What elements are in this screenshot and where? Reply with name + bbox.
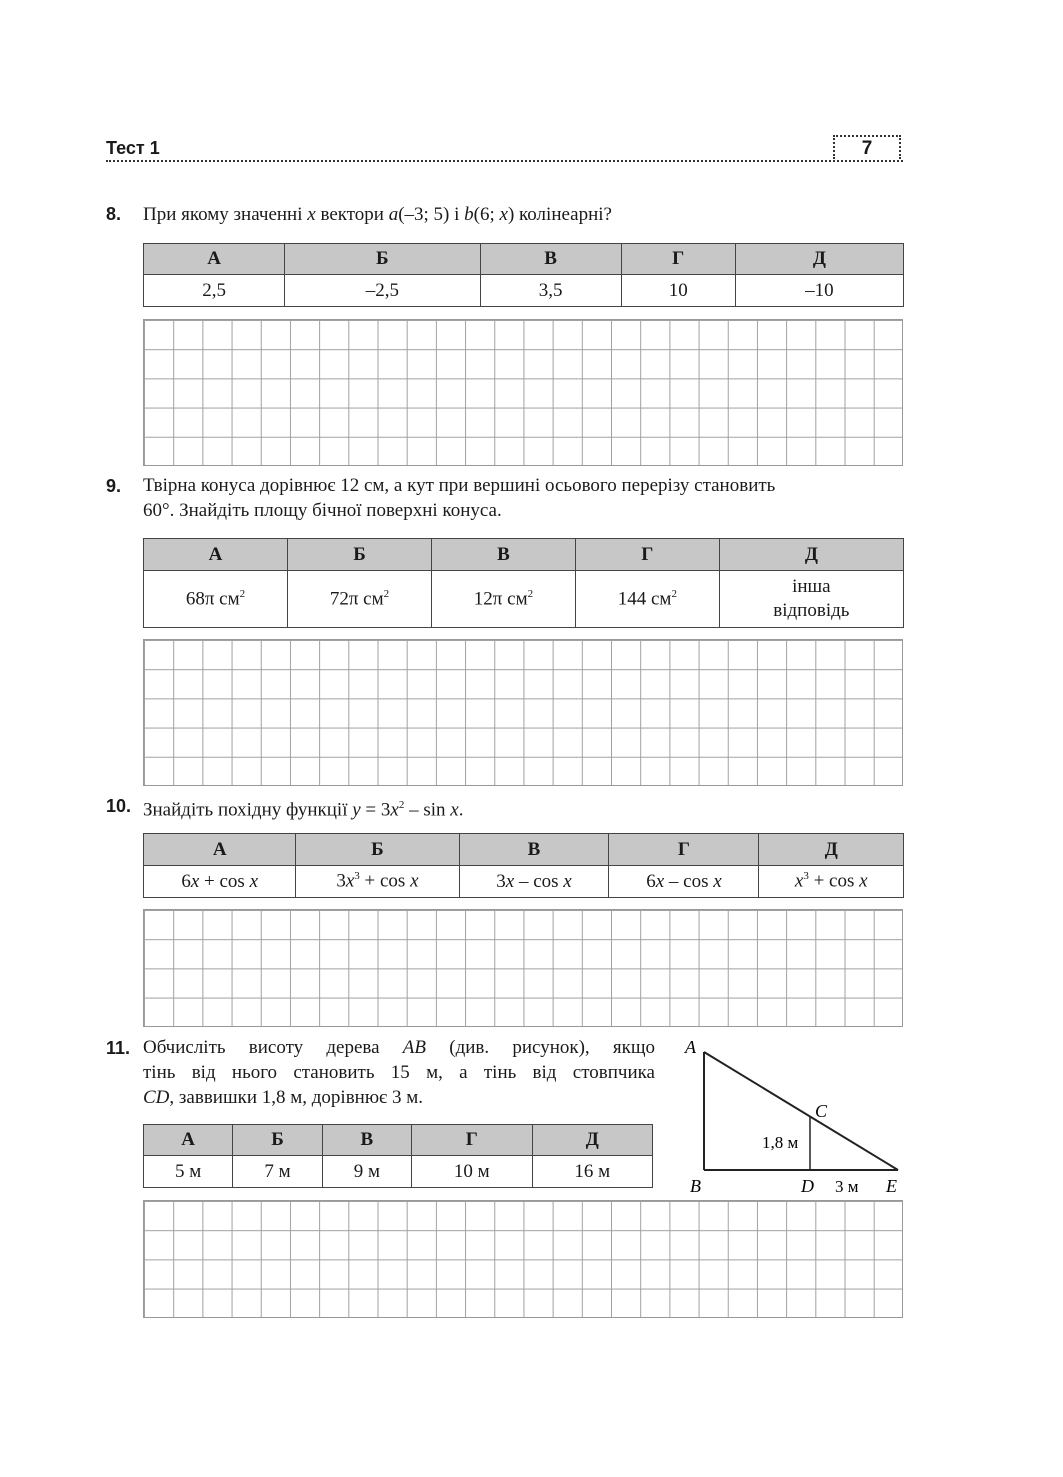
q8-number: 8. bbox=[106, 204, 122, 224]
tree-shadow-diagram bbox=[680, 1035, 910, 1200]
q9-answer-b[interactable]: 72π $см^2$ bbox=[287, 571, 431, 628]
q11-work-grid[interactable] bbox=[143, 1200, 903, 1318]
q9-header-d: Д bbox=[719, 539, 903, 571]
q9-header-v: В bbox=[431, 539, 575, 571]
q10-answer-v[interactable]: 3x – cos x bbox=[459, 866, 609, 898]
q11-answer-table bbox=[143, 1124, 653, 1188]
q10-answer-b[interactable]: $3x^3 + \cos x$ bbox=[296, 866, 459, 898]
q10-text: Знайдіть похідну функції $y = 3x^2 - \sin x$. bbox=[143, 799, 464, 821]
q10-header-d: Д bbox=[759, 834, 904, 866]
q10-header-a: А bbox=[144, 834, 296, 866]
q11-number: 11. bbox=[106, 1038, 131, 1058]
q8-header-d: Д bbox=[735, 244, 903, 275]
header-title: Тест 1 bbox=[106, 138, 160, 158]
label-post-height: 1,8 м bbox=[762, 1133, 799, 1152]
q10-number: 10. bbox=[106, 796, 132, 816]
q9-answer-a[interactable]: 68π $см^2$ bbox=[144, 571, 288, 628]
q9-text: Твірна конуса дорівнює 12 см, а кут при вершині осьового перерізу становить 60°. Знайдіть площу бічної поверхні конуса. bbox=[143, 475, 776, 521]
q8-answer-g[interactable]: 10 bbox=[621, 275, 735, 307]
label-a: A bbox=[685, 1037, 696, 1057]
q8-header-b: Б bbox=[285, 244, 480, 275]
q11-header-v: В bbox=[322, 1125, 411, 1156]
q9-answer-g[interactable]: 144 $см^2$ bbox=[575, 571, 719, 628]
q11-header-d: Д bbox=[532, 1125, 653, 1156]
q10-answer-a[interactable]: 6x + cos x bbox=[144, 866, 296, 898]
q9-answer-v[interactable]: 12π $см^2$ bbox=[431, 571, 575, 628]
q11-header-a: А bbox=[144, 1125, 233, 1156]
q8-answer-table bbox=[143, 243, 904, 307]
q10-header-v: В bbox=[459, 834, 609, 866]
q11-answer-d[interactable]: 16 м bbox=[532, 1156, 653, 1188]
q11-answer-b[interactable]: 7 м bbox=[233, 1156, 322, 1188]
header-divider bbox=[106, 160, 903, 162]
q10-answer-d[interactable]: $x^3 + \cos x$ bbox=[759, 866, 904, 898]
q8-work-grid[interactable] bbox=[143, 319, 903, 466]
q9-header-b: Б bbox=[287, 539, 431, 571]
page-number: 7 bbox=[833, 135, 901, 159]
q11-answer-a[interactable]: 5 м bbox=[144, 1156, 233, 1188]
label-d: D bbox=[801, 1176, 814, 1196]
label-post-shadow: 3 м bbox=[835, 1177, 859, 1196]
label-c: C bbox=[815, 1101, 828, 1121]
q9-header-g: Г bbox=[575, 539, 719, 571]
q11-text: Обчисліть висоту дерева AB (див. рисунок), якщо тінь від нього становить 15 м, а тінь від стовпчика CD, заввишки 1,8 м, дорівнює 3 м. bbox=[143, 1037, 655, 1108]
q8-header-a: А bbox=[144, 244, 285, 275]
q10-header-b: Б bbox=[296, 834, 459, 866]
q8-answer-a[interactable]: 2,5 bbox=[144, 275, 285, 307]
q8-answer-d[interactable]: –10 bbox=[735, 275, 903, 307]
q11-answer-g[interactable]: 10 м bbox=[412, 1156, 532, 1188]
q8-text: При якому значенні x вектори a(–3; 5) і b(6; x) колінеарні? bbox=[143, 204, 612, 225]
q8-answer-v[interactable]: 3,5 bbox=[480, 275, 621, 307]
q8-header-g: Г bbox=[621, 244, 735, 275]
shadow-ae-line bbox=[704, 1052, 898, 1170]
q9-work-grid[interactable] bbox=[143, 639, 903, 786]
q8-header-v: В bbox=[480, 244, 621, 275]
q10-answer-g[interactable]: 6x – cos x bbox=[609, 866, 759, 898]
q9-header-a: А bbox=[144, 539, 288, 571]
q10-header-g: Г bbox=[609, 834, 759, 866]
q11-answer-v[interactable]: 9 м bbox=[322, 1156, 411, 1188]
q11-header-b: Б bbox=[233, 1125, 322, 1156]
q9-answer-table bbox=[143, 538, 904, 628]
q9-number: 9. bbox=[106, 476, 122, 496]
q8-answer-b[interactable]: –2,5 bbox=[285, 275, 480, 307]
label-e: E bbox=[886, 1176, 897, 1196]
label-b: B bbox=[690, 1176, 701, 1196]
q9-answer-d[interactable]: інша відповідь bbox=[719, 571, 903, 628]
q10-work-grid[interactable] bbox=[143, 909, 903, 1027]
q11-header-g: Г bbox=[412, 1125, 532, 1156]
q10-answer-table bbox=[143, 833, 904, 898]
